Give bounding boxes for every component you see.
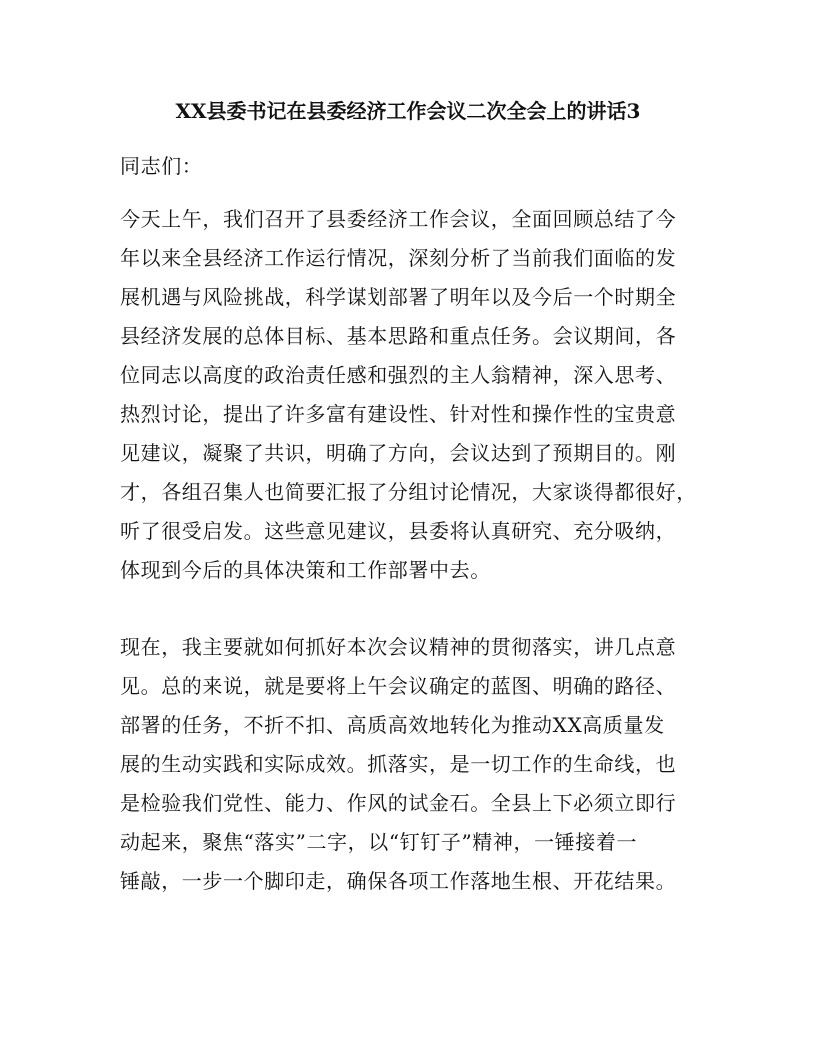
paragraph-line: 展机遇与风险挑战，科学谋划部署了明年以及今后一个时期全 [120, 285, 677, 309]
paragraph-line: 见建议，凝聚了共识，明确了方向，会议达到了预期目的。刚 [120, 441, 677, 465]
paragraph-line: 热烈讨论，提出了许多富有建设性、针对性和操作性的宝贵意 [120, 402, 677, 426]
paragraph-line: 位同志以高度的政治责任感和强烈的主人翁精神，深入思考、 [120, 363, 677, 387]
paragraph-line: 今天上午，我们召开了县委经济工作会议，全面回顾总结了今 [120, 207, 677, 231]
paragraph-line: 见。总的来说，就是要将上午会议确定的蓝图、明确的路径、 [120, 674, 677, 698]
paragraph-line: 体现到今后的具体决策和工作部署中去。 [120, 558, 491, 582]
salutation: 同志们： [120, 154, 203, 178]
document-title: XX县委书记在县委经济工作会议二次全会上的讲话3 [175, 99, 641, 123]
paragraph-line: 展的生动实践和实际成效。抓落实，是一切工作的生命线，也 [120, 752, 677, 776]
paragraph-line: 才，各组召集人也简要汇报了分组讨论情况，大家谈得都很好， [120, 480, 697, 504]
paragraph-line: 锤敲，一步一个脚印走，确保各项工作落地生根、开花结果。 [120, 869, 677, 893]
paragraph-line: 动起来，聚焦“落实”二字，以“钉钉子”精神，一锤接着一 [120, 830, 638, 854]
paragraph-line: 部署的任务，不折不扣、高质高效地转化为推动XX高质量发 [120, 713, 665, 737]
paragraph-line: 听了很受启发。这些意见建议，县委将认真研究、充分吸纳， [120, 519, 677, 543]
paragraph-line: 县经济发展的总体目标、基本思路和重点任务。会议期间，各 [120, 324, 677, 348]
paragraph-line: 年以来全县经济工作运行情况，深刻分析了当前我们面临的发 [120, 246, 677, 270]
paragraph-line: 现在，我主要就如何抓好本次会议精神的贯彻落实，讲几点意 [120, 635, 677, 659]
paragraph-line: 是检验我们党性、能力、作风的试金石。全县上下必须立即行 [120, 791, 677, 815]
